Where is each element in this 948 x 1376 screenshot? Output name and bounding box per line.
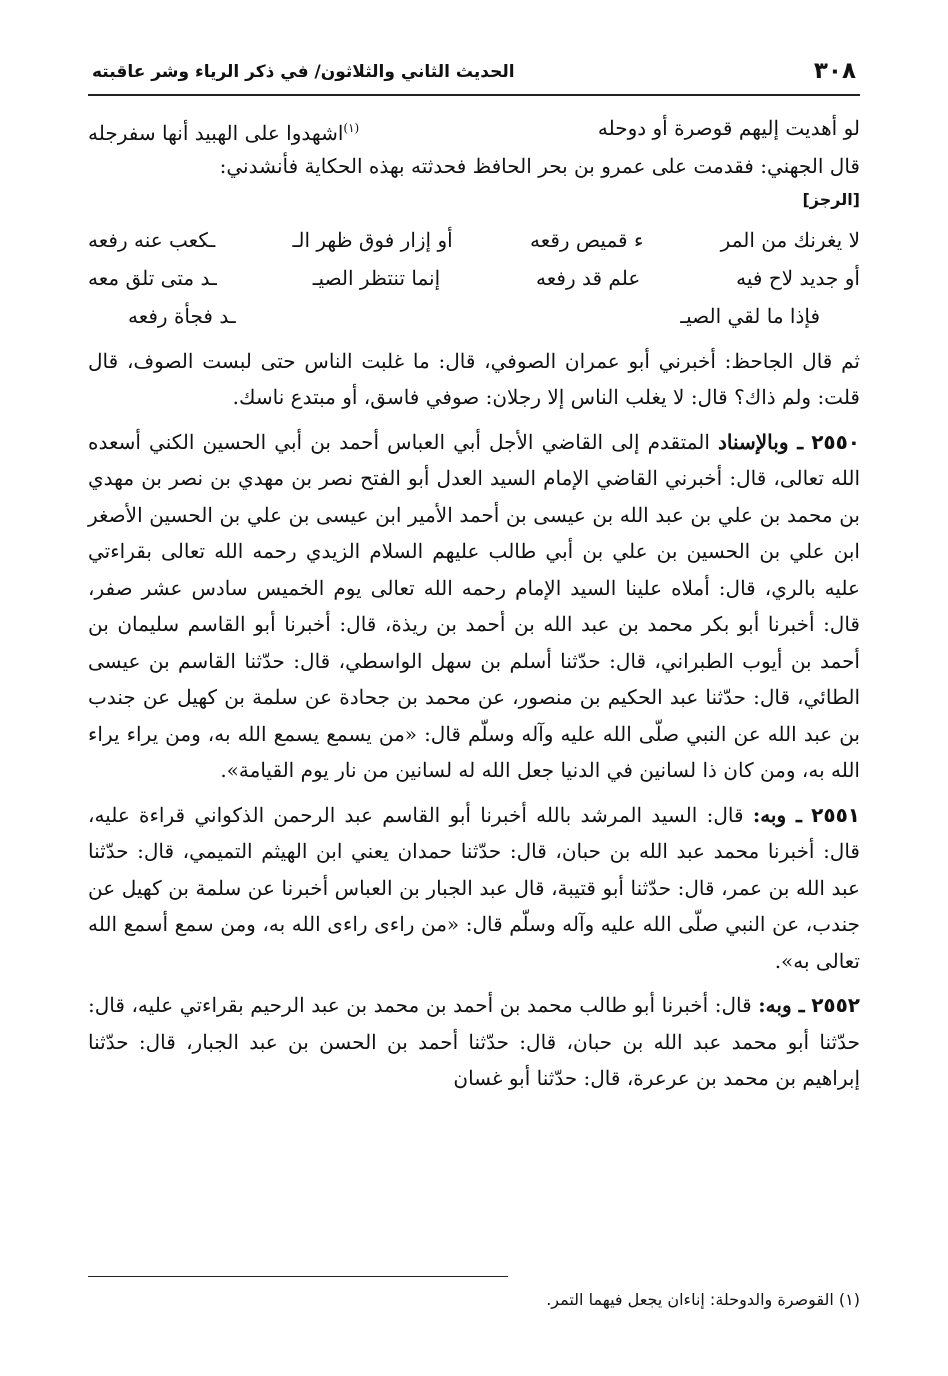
verse-hemistich-left bbox=[88, 108, 359, 148]
poem-part: ـكعب عنه رفعه bbox=[88, 227, 216, 252]
poem-part: ء قميص رقعه bbox=[529, 227, 644, 252]
running-title: الحديث الثاني والثلاثون/ في ذكر الرياء وشر عاقبته bbox=[92, 62, 515, 82]
verse-line bbox=[88, 108, 860, 148]
meter-label: [الرجز] bbox=[802, 189, 860, 209]
poem-part: علم قد رفعه bbox=[536, 265, 641, 290]
poem-line bbox=[88, 259, 860, 297]
hadith-lead: ـ وبه: bbox=[758, 993, 805, 1017]
poem-part: ـد متى تلق معه bbox=[88, 265, 217, 290]
poem-part: أو إزار فوق ظهر الـ bbox=[292, 227, 453, 252]
verse-left-text: اشهدوا على الهبيد أنها سفرجله bbox=[88, 120, 344, 145]
hadith-lead: ـ وبه: bbox=[752, 802, 802, 827]
poem-part: أو جديد لاح فيه bbox=[736, 265, 860, 290]
paragraph-jahni: قال الجهني: فقدمت على عمرو بن بحر الحافظ فحدثته بهذه الحكاية فأنشدني: bbox=[219, 154, 860, 178]
hadith-lead: ـ وبالإسناد bbox=[717, 429, 804, 454]
hadith-text: المتقدم إلى القاضي الأجل أبي العباس أحمد بن أبي الحسين الكني أسعده الله تعالى، قال: أخبرني القاضي الإمام السيد العدل أبو الفتح نصر بن مهدي بن نصر بن مهدي بن محمد بن علي بن عبد الله بن عيسى بن أحمد الأمير ابن عيسى بن علي بن الحسين الأصغر ابن علي بن الحسين بن علي بن أبي طالب عليهم السلام الزيدي رحمه الله تعالى بقراءتي عليه بالري، قال: أملاه علينا السيد الإمام رحمه الله تعالى يوم الخميس سادس عشر صفر، قال: أخبرنا أبو بكر محمد بن عبد الله بن أحمد بن ريذة، قال: أخبرنا أبو القاسم سليمان بن أحمد بن أيوب الطبراني، قال: حدّثنا أسلم بن سهل الواسطي، قال: حدّثنا القاسم بن عيسى الطائي، قال: حدّثنا عبد الحكيم بن منصور، عن محمد بن جحادة عن سلمة بن كهيل عن جندب بن عبد الله عن النبي صلّى الله عليه وآله وسلّم قال: «من يسمع يسمع الله به، ومن يراء يراء الله به، ومن كان ذا لسانين في الدنيا جعل الله له لسانين من نار يوم القيامة». bbox=[88, 429, 860, 782]
hadith-text: قال: أخبرنا أبو طالب محمد بن أحمد بن محمد بن عبد الرحيم بقراءتي عليه، قال: حدّثنا أبو محمد عبد الله بن حبان، قال: حدّثنا أحمد بن الحسن بن عبد الجبار، قال: حدّثنا إبراهيم بن محمد بن عرعرة، قال: حدّثنا أبو غسان bbox=[88, 993, 860, 1090]
poem-part: لا يغرنك من المر bbox=[720, 227, 860, 252]
hadith-2552 bbox=[88, 987, 860, 1097]
poem-line bbox=[88, 221, 860, 259]
poem-part: فإذا ما لقي الصيـ bbox=[680, 303, 820, 328]
hadith-2550 bbox=[88, 424, 860, 789]
hadith-2551 bbox=[88, 797, 860, 980]
verse-hemistich-right: لو أهديت إليهم قوصرة أو دوحله bbox=[597, 116, 860, 140]
paragraph-jahiz: ثم قال الجاحظ: أخبرني أبو عمران الصوفي، قال: ما غلبت الناس حتى لبست الصوف، قال قلت: ولم ذاك؟ قال: لا يغلب الناس إلا رجلان: صوفي فاسق، أو مبتدع ناسك. bbox=[88, 348, 860, 409]
hadith-number: ٢٥٥٠ bbox=[811, 429, 861, 454]
hadith-number: ٢٥٥٢ bbox=[811, 993, 861, 1017]
hadith-text: قال: السيد المرشد بالله أخبرنا أبو القاسم عبد الرحمن الذكواني قراءة عليه، قال: أخبرنا محمد عبد الله بن حبان، قال: حدّثنا حمدان يعني ابن الهيثم التميمي، قال: حدّثنا عبد الله بن عمر، قال: حدّثنا أبو قتيبة، قال عبد الجبار بن العباس أخبرنا عن سلمة بن كهيل عن جندب، عن النبي صلّى الله عليه وآله وسلّم قال: «من راءى راءى الله به، ومن سمع أسمع الله تعالى به». bbox=[88, 802, 860, 973]
poem-line bbox=[88, 297, 860, 335]
page-header bbox=[88, 58, 860, 96]
footnote: (١) القوصرة والدوحلة: إناءان يجعل فيهما التمر. bbox=[546, 1290, 860, 1309]
poem-part: ـد فجأة رفعه bbox=[128, 303, 236, 328]
hadith-number: ٢٥٥١ bbox=[811, 802, 860, 827]
poem bbox=[88, 221, 860, 335]
page-body bbox=[88, 108, 860, 1097]
page-number: ٣٠٨ bbox=[813, 58, 856, 84]
footnote-divider bbox=[88, 1276, 508, 1277]
poem-part: إنما تنتظر الصيـ bbox=[312, 265, 441, 290]
footnote-marker: (١) bbox=[343, 121, 360, 135]
